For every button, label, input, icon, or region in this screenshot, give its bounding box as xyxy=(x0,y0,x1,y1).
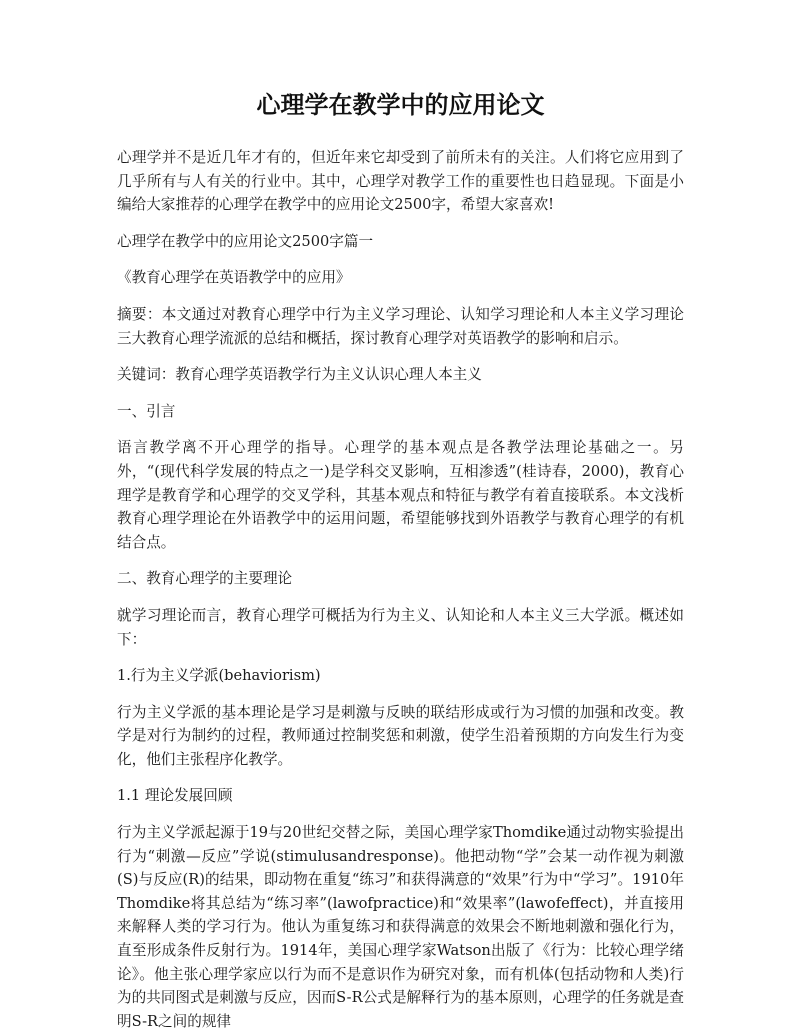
introduction-paragraph: 语言教学离不开心理学的指导。心理学的基本观点是各教学法理论基础之一。另外，“(现代科学发展的特点之一)是学科交叉影响，互相渗透”(桂诗春，2000)，教育心理学是教育学和心理学的交叉学科，其基本观点和特征与教学有着直接联系。本文浅析教育心理学理论在外语教学中的运用问题，希望能够找到外语教学与教育心理学的有机结合点。 xyxy=(117,439,684,551)
abstract-paragraph: 摘要：本文通过对教育心理学中行为主义学习理论、认知学习理论和人本主义学习理论三大教育心理学流派的总结和概括，探讨教育心理学对英语教学的影响和启示。 xyxy=(117,305,684,347)
section-heading-theories: 二、教育心理学的主要理论 xyxy=(117,570,293,588)
keywords-paragraph: 关键词：教育心理学英语教学行为主义认识心理人本主义 xyxy=(117,366,482,384)
article-title: 《教育心理学在英语教学中的应用》 xyxy=(117,269,351,287)
behaviorism-paragraph: 行为主义学派的基本理论是学习是刺激与反映的联结形成或行为习惯的加强和改变。教学是对行为制约的过程，教师通过控制奖惩和刺激，使学生沿着预期的方向发生行为变化，他们主张程序化教学。 xyxy=(117,703,684,768)
intro-paragraph: 心理学并不是近几年才有的，但近年来它却受到了前所未有的关注。人们将它应用到了几乎所有与人有关的行业中。其中，心理学对教学工作的重要性也日趋显现。下面是小编给大家推荐的心理学在教学中的应用论文2500字，希望大家喜欢! xyxy=(117,149,684,214)
subsection-heading-behaviorism: 1.行为主义学派(behaviorism) xyxy=(117,667,321,685)
history-paragraph: 行为主义学派起源于19与20世纪交替之际，美国心理学家Thomdike通过动物实验提出行为“刺激—反应”学说(stimulusandresponse)。他把动物“学”会某一动作视为刺激(S)与反应(R)的结果，即动物在重复“练习”和获得满意的“效果”行为中“学习”。1910年Thomdike将其总结为“练习率”(lawofpractice)和“效果率”(lawofeffect)，并直接用来解释人类的学习行为。他认为重复练习和获得满意的效果会不断地刺激和强化行为，直至形成条件反射行为。1914年，美国心理学家Watson出版了《行为：比较心理学绪论》。他主张心理学家应以行为而不是意识作为研究对象，而有机体(包括动物和人类)行为的共同图式是刺激与反应，因而S-R公式是解释行为的基本原则，心理学的任务就是查明S-R之间的规律 xyxy=(117,824,684,1030)
article-heading: 心理学在教学中的应用论文2500字篇一 xyxy=(117,232,374,250)
document-title: 心理学在教学中的应用论文 xyxy=(256,91,545,119)
subsection-heading-history: 1.1 理论发展回顾 xyxy=(117,787,233,805)
section-heading-introduction: 一、引言 xyxy=(117,402,176,420)
theories-overview-paragraph: 就学习理论而言，教育心理学可概括为行为主义、认知论和人本主义三大学派。概述如下： xyxy=(117,606,684,648)
